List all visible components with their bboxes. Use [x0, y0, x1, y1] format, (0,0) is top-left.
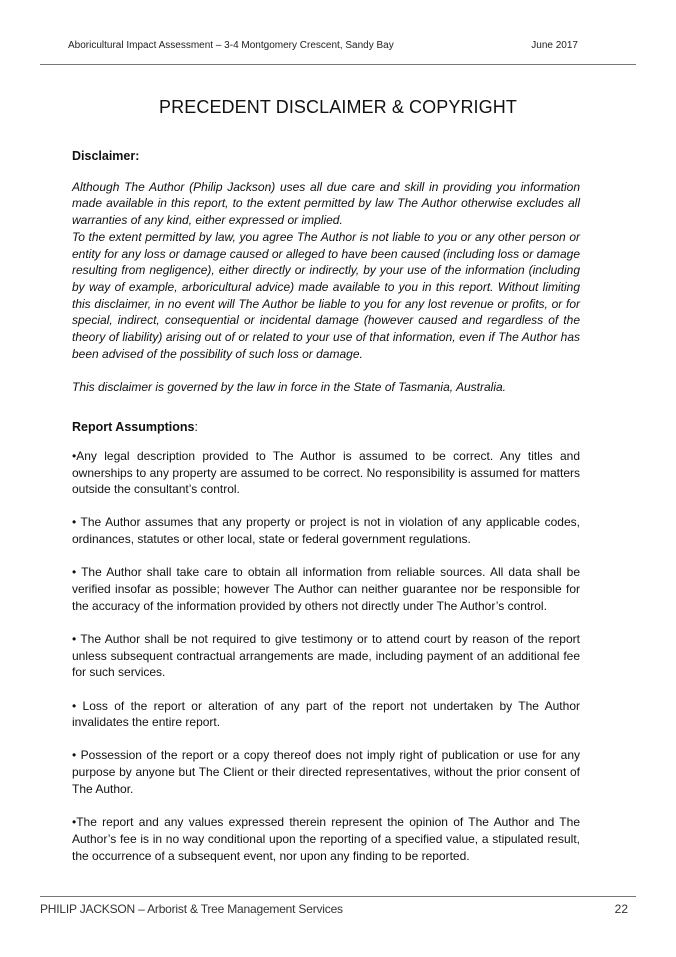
disclaimer-paragraph-3: This disclaimer is governed by the law in force in the State of Tasmania, Australia.: [72, 380, 506, 395]
header-document-title: Aboricultural Impact Assessment – 3-4 Montgomery Crescent, Sandy Bay: [68, 40, 394, 51]
disclaimer-heading: Disclaimer:: [72, 149, 140, 163]
assumption-item: • The Author shall take care to obtain all information from reliable sources. All data shall be verified insofar as possible; however The Author can neither guarantee nor be responsible for the accuracy of the information provided by others not directly under The Author’s control.: [72, 565, 580, 613]
disclaimer-paragraph-2: To the extent permitted by law, you agree The Author is not liable to you or any other person or entity for any loss or damage caused or alleged to have been caused (including loss or damage resulting from negligence), either directly or indirectly, by your use of the information (including by way of example, arboricultural advice) made available to you in this report. Without limiting this disclaimer, in no event will The Author be liable to you for any lost revenue or profits, or for special, indirect, consequential or incidental damage (however caused and regardless of the theory of liability) arising out of or related to your use of that information, even if The Author has been advised of the possibility of such loss or damage.: [72, 229, 580, 361]
assumptions-heading: [72, 419, 580, 436]
footer-divider: [40, 896, 636, 897]
disclaimer-paragraph-1: Although The Author (Philip Jackson) uses all due care and skill in providing you information made available in this report, to the extent permitted by law The Author otherwise excludes all warranties of any kind, either expressed or implied.: [72, 179, 580, 228]
assumption-item: • The Author shall be not required to give testimony or to attend court by reason of the report unless subsequent contractual arrangements are made, including payment of an additional fee for such services.: [72, 631, 580, 680]
assumption-item: • Possession of the report or a copy thereof does not imply right of publication or use for any purpose by anyone but The Client or their directed representatives, without the prior consent of The Author.: [72, 748, 580, 796]
page-footer: [40, 902, 628, 916]
page-title: PRECEDENT DISCLAIMER & COPYRIGHT: [159, 97, 517, 117]
footer-company: PHILIP JACKSON – Arborist & Tree Management Services: [40, 902, 343, 916]
assumption-item: • Loss of the report or alteration of any part of the report not undertaken by The Author invalidates the entire report.: [72, 698, 580, 730]
page-header: [68, 40, 578, 51]
header-divider: [40, 64, 636, 65]
page-number: 22: [614, 902, 628, 916]
assumptions-heading-text: Report Assumptions: [72, 420, 195, 435]
assumptions-heading-colon: :: [194, 420, 198, 435]
assumption-item: •The report and any values expressed therein represent the opinion of The Author and The Author’s fee is in no way conditional upon the reporting of a specified value, a stipulated result, the occurrence of a subsequent event, nor upon any finding to be reported.: [72, 815, 580, 863]
assumption-item: •Any legal description provided to The Author is assumed to be correct. Any titles and ownerships to any property are assumed to be correct. No responsibility is assumed for matters outside the consultant’s control.: [72, 448, 580, 497]
assumption-item: • The Author assumes that any property or project is not in violation of any applicable codes, ordinances, statutes or other local, state or federal government regulations.: [72, 515, 580, 547]
page-content: [72, 148, 580, 881]
header-date: June 2017: [531, 40, 578, 51]
